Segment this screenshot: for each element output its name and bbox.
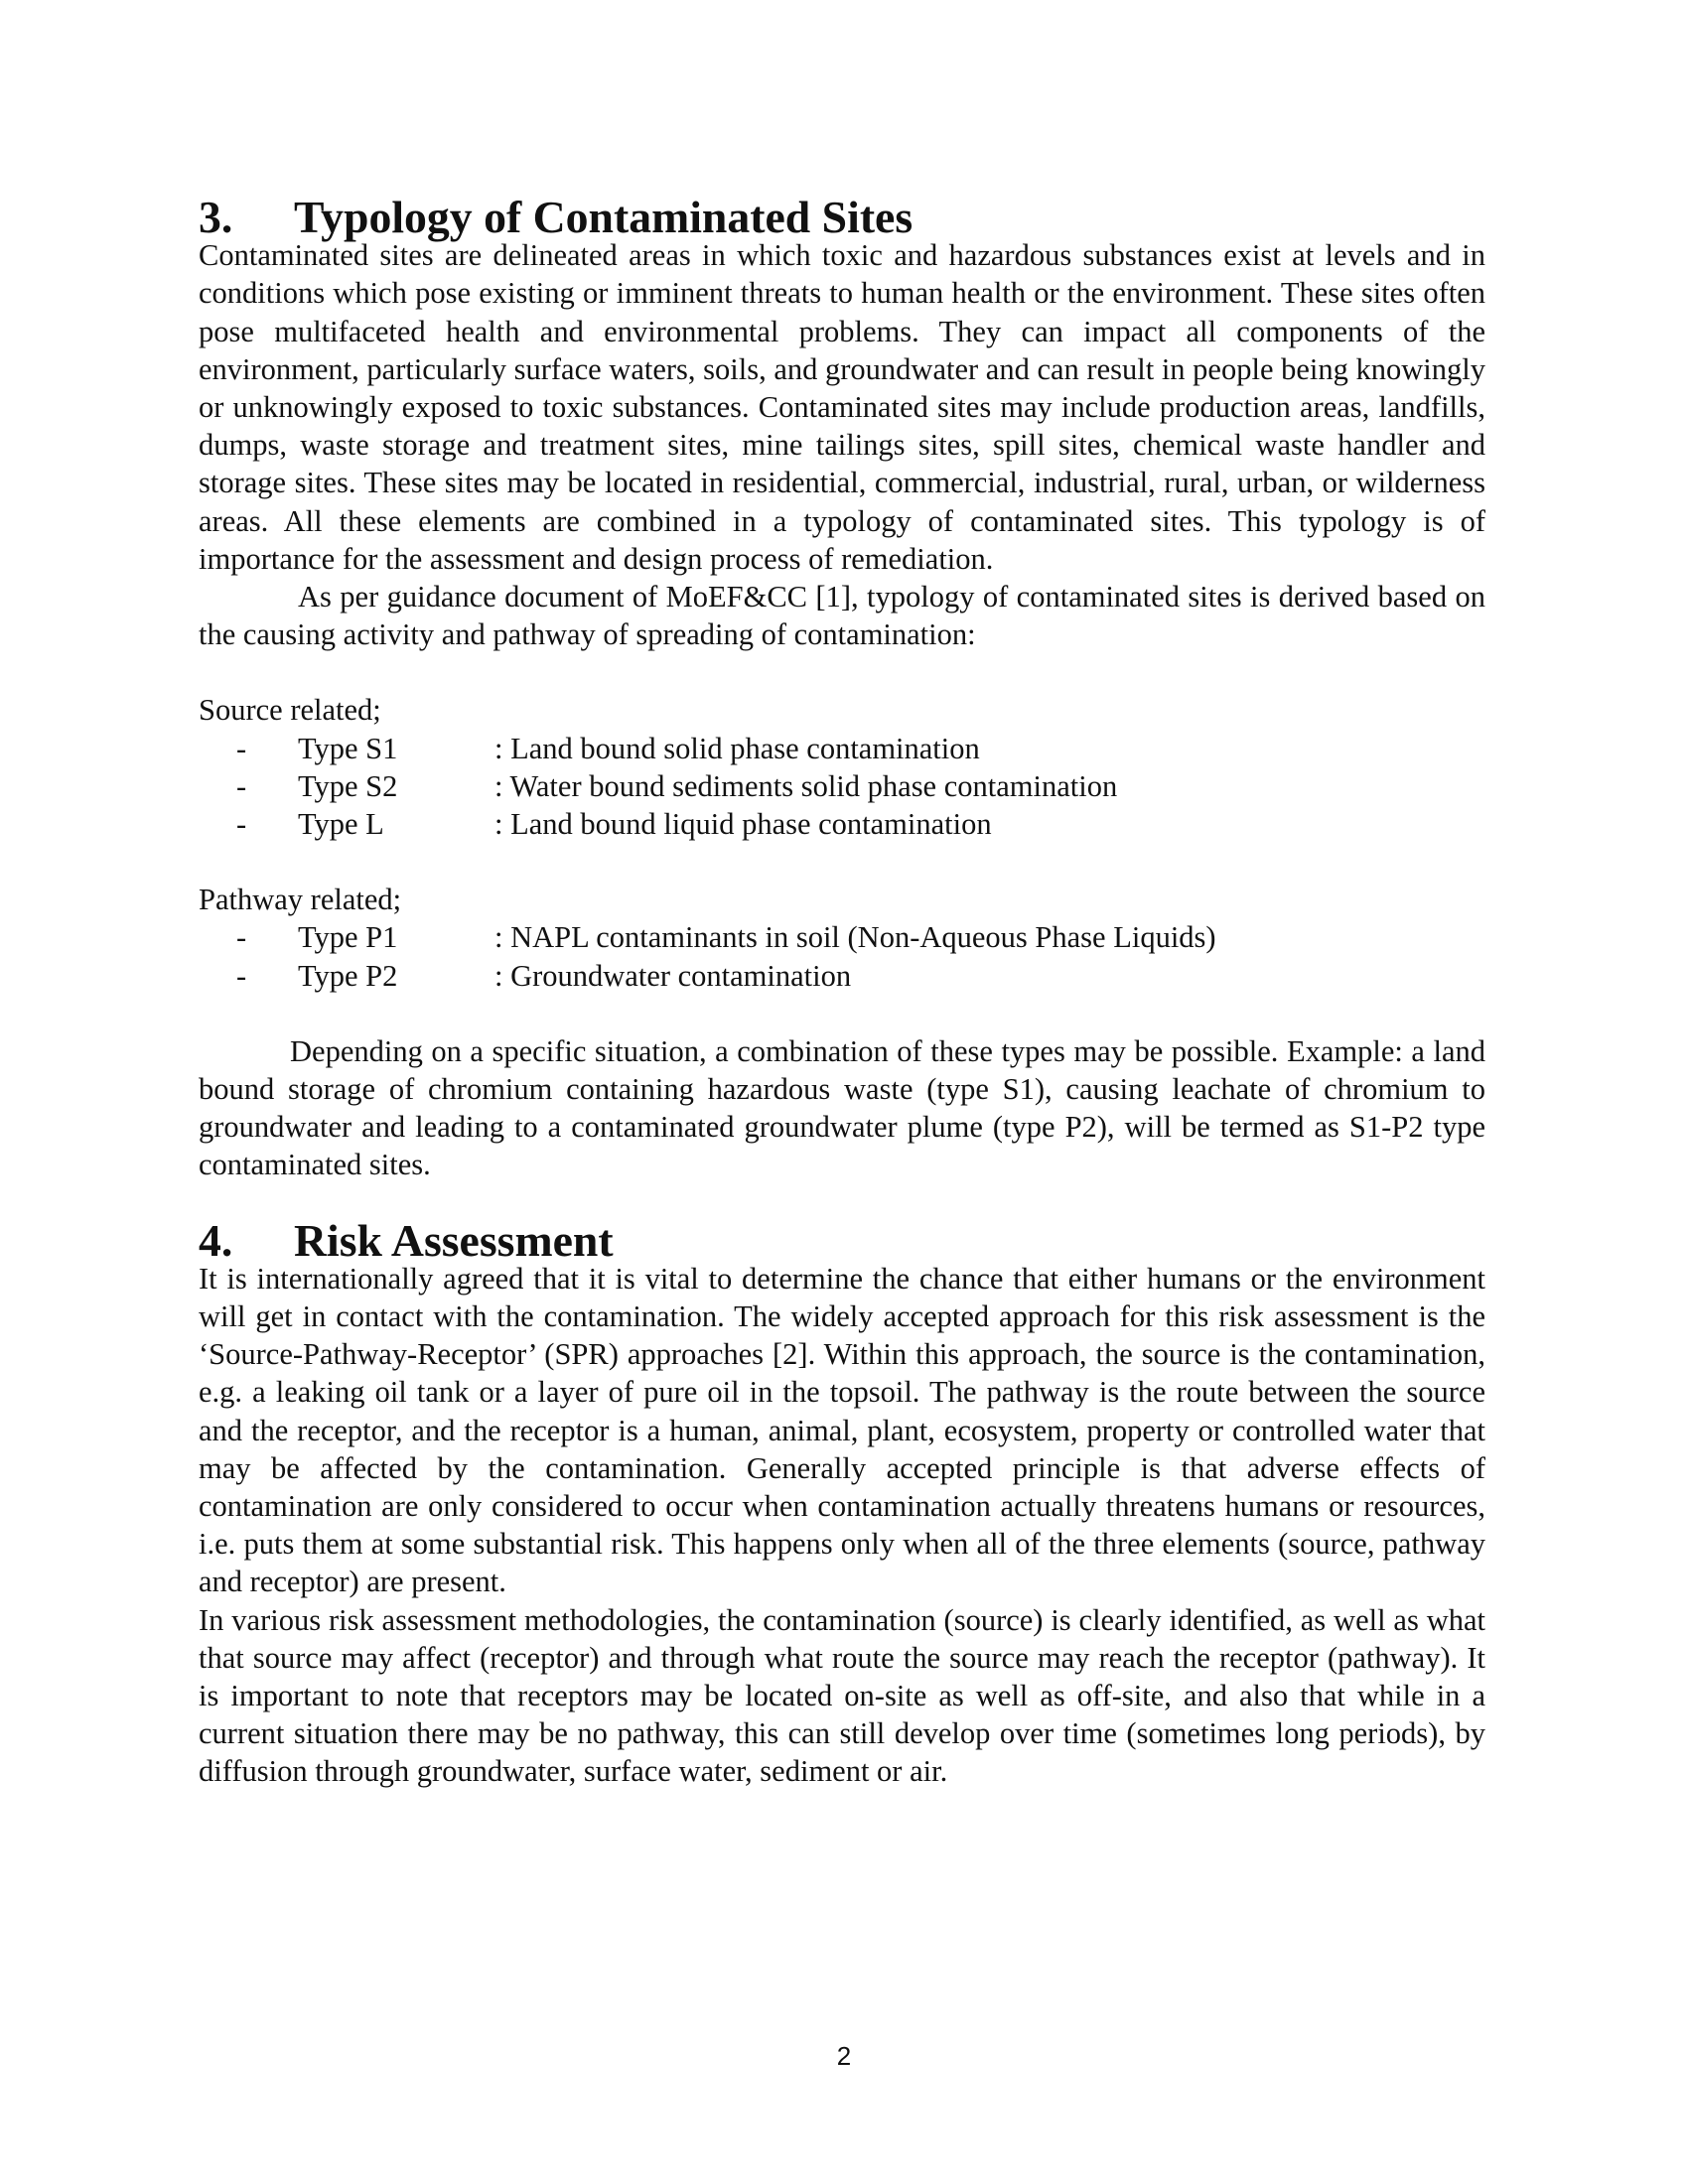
list-item: [199, 805, 1485, 843]
document-page: [199, 192, 1485, 1791]
type-code: Type S2: [298, 768, 398, 803]
type-code: Type P1: [298, 920, 398, 955]
section-4-title: Risk Assessment: [294, 1214, 614, 1266]
page-number: 2: [836, 2041, 852, 2071]
list-item: [199, 957, 1485, 995]
list-dash: -: [236, 920, 247, 955]
type-code: Type L: [298, 807, 384, 842]
list-item: [199, 767, 1485, 805]
section-3-paragraph-2: As per guidance document of MoEF&CC [1], typology of contaminated sites is derived based on the causing activity and pathway of spreading of contamination:: [199, 580, 1485, 652]
type-description: : Land bound liquid phase contamination: [494, 807, 992, 842]
type-description: : Groundwater contamination: [494, 958, 852, 993]
section-4-number: 4.: [199, 1214, 233, 1266]
section-3-number: 3.: [199, 192, 233, 242]
list-dash: -: [236, 958, 247, 993]
spacer: [199, 843, 1485, 881]
type-code: Type S1: [298, 731, 398, 765]
list-dash: -: [236, 807, 247, 842]
spacer: [199, 653, 1485, 691]
pathway-type-list: [199, 918, 1485, 994]
section-4-heading: [199, 1214, 1485, 1266]
section-3-paragraph-3: Depending on a specific situation, a combination of these types may be possible. Example: a land bound storage of chromium containing hazardous waste (type S1), causing leachate of chromium to groundwater and leading to a contaminated groundwater plume (type P2), will be termed as S1-P2 type contaminated sites.: [199, 1033, 1485, 1182]
pathway-related-label: Pathway related;: [199, 883, 402, 917]
source-type-list: [199, 730, 1485, 844]
type-description: : NAPL contaminants in soil (Non-Aqueous Phase Liquids): [494, 920, 1216, 955]
list-dash: -: [236, 731, 247, 765]
section-4-paragraph-1: It is internationally agreed that it is vital to determine the chance that either humans or the environment will get in contact with the contamination. The widely accepted approach for this risk assessment is the ‘Source-Pathway-Receptor’ (SPR) approaches [2]. Within this approach, the source is the contamination, e.g. a leaking oil tank or a layer of pure oil in the topsoil. The pathway is the route between the source and the receptor, and the receptor is a human, animal, plant, ecosystem, property or controlled water that may be affected by the contamination. Generally accepted principle is that adverse effects of contamination are only considered to occur when contamination actually threatens humans or resources, i.e. puts them at some substantial risk. This happens only when all of the three elements (source, pathway and receptor) are present.: [199, 1261, 1485, 1599]
type-description: : Water bound sediments solid phase contamination: [494, 768, 1118, 803]
type-code: Type P2: [298, 958, 398, 993]
section-4-paragraph-2: In various risk assessment methodologies, the contamination (source) is clearly identified, as well as what that source may affect (receptor) and through what route the source may reach the receptor (pathway). It is important to note that receptors may be located on-site as well as off-site, and also that while in a current situation there may be no pathway, this can still develop over time (sometimes long periods), by diffusion through groundwater, surface water, sediment or air.: [199, 1602, 1485, 1789]
section-3-paragraph-1: Contaminated sites are delineated areas in which toxic and hazardous substances exist at levels and in conditions which pose existing or imminent threats to human health or the environment. These sites often pose multifaceted health and environmental problems. They can impact all components of the environment, particularly surface waters, soils, and groundwater and can result in people being knowingly or unknowingly exposed to toxic substances. Contaminated sites may include production areas, landfills, dumps, waste storage and treatment sites, mine tailings sites, spill sites, chemical waste handler and storage sites. These sites may be located in residential, commercial, industrial, rural, urban, or wilderness areas. All these elements are combined in a typology of contaminated sites. This typology is of importance for the assessment and design process of remediation.: [199, 238, 1485, 576]
source-related-label: Source related;: [199, 693, 381, 728]
type-description: : Land bound solid phase contamination: [494, 731, 980, 765]
list-dash: -: [236, 768, 247, 803]
section-3-heading: [199, 192, 1485, 242]
list-item: [199, 730, 1485, 767]
spacer: [199, 995, 1485, 1032]
section-3-title: Typology of Contaminated Sites: [294, 192, 914, 242]
list-item: [199, 918, 1485, 956]
